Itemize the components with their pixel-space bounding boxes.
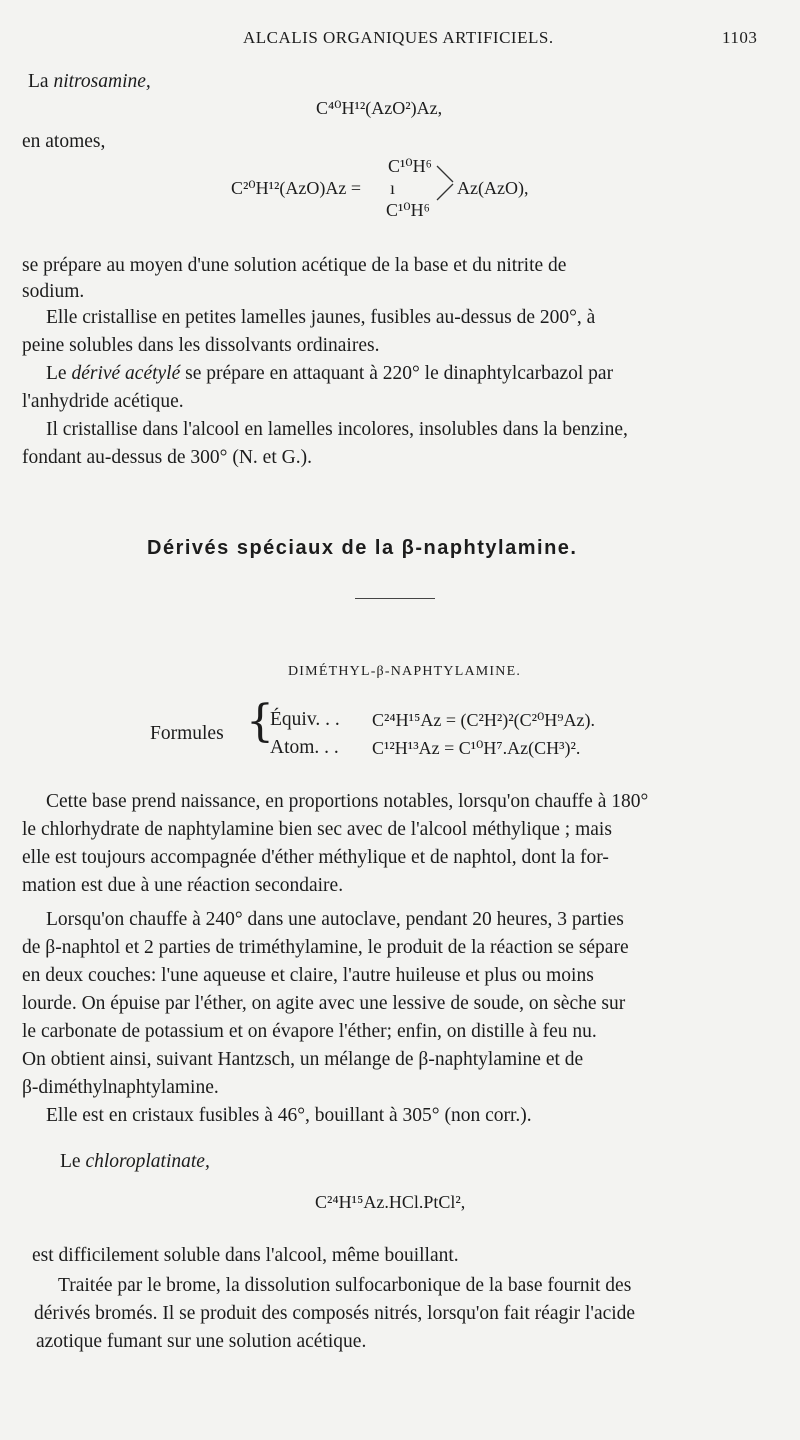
formula-bond-lines (435, 162, 457, 204)
para-line: Il cristallise dans l'alcool en lamelles incolores, insolubles dans la benzine, (46, 419, 628, 440)
running-title: ALCALIS ORGANIQUES ARTIFICIELS. (243, 28, 554, 47)
para-line: le chlorhydrate de naphtylamine bien sec avec de l'alcool méthylique ; mais (22, 819, 612, 840)
para-line: lourde. On épuise par l'éther, on agite avec une lessive de soude, on sèche sur (22, 993, 626, 1014)
para-line: l'anhydride acétique. (22, 391, 184, 412)
formula-atoms-right: Az(AzO), (457, 178, 529, 198)
para-line: mation est due à une réaction secondaire. (22, 875, 344, 896)
line-chloroplatinate (60, 1150, 210, 1174)
italic-term: chloroplatinate, (85, 1151, 210, 1172)
text: se prépare au moyen d'une solution acétique de la base et du nitrite de (22, 255, 567, 276)
para-line: On obtient ainsi, suivant Hantzsch, un mélange de β-naphtylamine et de (22, 1049, 584, 1070)
para-line: le carbonate de potassium et on évapore l'éther; enfin, on distille à feu nu. (22, 1021, 597, 1042)
formula-atoms-top: C¹⁰H⁶ (388, 156, 432, 176)
section-heading: Dérivés spéciaux de la β-naphtylamine. (147, 537, 578, 559)
para-line: Elle est en cristaux fusibles à 46°, bouillant à 305° (non corr.). (46, 1105, 532, 1126)
atom-formula: C¹²H¹³Az = C¹⁰H⁷.Az(CH³)². (372, 738, 581, 758)
equiv-label: Équiv. . . (270, 709, 340, 730)
line-nitrosamine (28, 70, 151, 94)
text: Le (46, 363, 72, 384)
para-line: Elle cristallise en petites lamelles jaunes, fusibles au-dessus de 200°, à (46, 307, 596, 328)
text: La (28, 71, 54, 92)
para-line: sodium. (22, 281, 85, 302)
compound-subheading: DIMÉTHYL-β-NAPHTYLAMINE. (288, 664, 522, 679)
para-line: Lorsqu'on chauffe à 240° dans une autoclave, pendant 20 heures, 3 parties (46, 909, 624, 930)
formula-atoms-left: C²⁰H¹²(AzO)Az = (231, 178, 362, 198)
formula-nitrosamine: C⁴⁰H¹²(AzO²)Az, (316, 98, 443, 118)
formula-atoms-bar: ı (390, 178, 396, 198)
para-line: fondant au-dessus de 300° (N. et G.). (22, 447, 312, 468)
italic-term: dérivé acétylé (71, 363, 181, 384)
para-line: Cette base prend naissance, en proportions notables, lorsqu'on chauffe à 180° (46, 791, 649, 812)
line-en-atomes: en atomes, (22, 131, 106, 152)
para-line: β-diméthylnaphtylamine. (22, 1077, 219, 1098)
formula-atoms-bottom: C¹⁰H⁶ (386, 200, 430, 220)
para-line: dérivés bromés. Il se produit des composés nitrés, lorsqu'on fait réagir l'acide (34, 1303, 636, 1324)
formula-chloroplatinate: C²⁴H¹⁵Az.HCl.PtCl², (315, 1192, 466, 1212)
para-line: de β-naphtol et 2 parties de triméthylamine, le produit de la réaction se sépare (22, 937, 629, 958)
brace: { (246, 696, 274, 747)
page-number: 1103 (722, 28, 758, 47)
atom-label: Atom. . . (270, 737, 339, 758)
text: Le (60, 1151, 86, 1172)
text: se prépare en attaquant à 220° le dinaphtylcarbazol par (180, 363, 614, 384)
para-line: en deux couches: l'une aqueuse et claire, l'autre huileuse et plus ou moins (22, 965, 594, 986)
divider (355, 598, 435, 599)
para-line (22, 254, 770, 278)
para-line: elle est toujours accompagnée d'éther méthylique et de naphtol, dont la for- (22, 847, 609, 868)
equiv-formula: C²⁴H¹⁵Az = (C²H²)²(C²⁰H⁹Az). (372, 710, 596, 730)
para-line (46, 362, 613, 386)
para-line: peine solubles dans les dissolvants ordinaires. (22, 335, 380, 356)
italic-term: nitrosamine, (53, 71, 151, 92)
para-line: azotique fumant sur une solution acétique. (36, 1331, 367, 1352)
para-line: est difficilement soluble dans l'alcool, même bouillant. (32, 1245, 459, 1266)
formules-label: Formules (150, 723, 224, 744)
para-line: Traitée par le brome, la dissolution sulfocarbonique de la base fournit des (58, 1275, 632, 1296)
